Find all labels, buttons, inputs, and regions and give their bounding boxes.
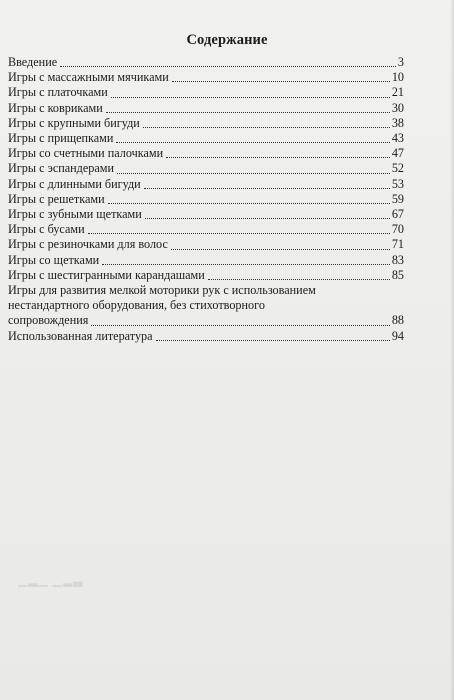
toc-entry-page: 71 xyxy=(391,237,404,252)
dot-leader xyxy=(156,340,390,341)
toc-entry-label: Игры со счетными палочками xyxy=(8,146,164,161)
dot-leader xyxy=(144,188,390,189)
toc-entry-page: 52 xyxy=(391,161,404,176)
dot-leader xyxy=(171,249,390,250)
toc-entry-page: 30 xyxy=(391,100,404,115)
toc-entry-beads xyxy=(8,222,404,237)
toc-entry-page: 43 xyxy=(391,131,404,146)
toc-entry-page: 88 xyxy=(391,313,404,328)
toc-entry-page: 53 xyxy=(391,176,404,191)
toc-entry-handkerchiefs xyxy=(8,85,404,100)
toc-entry-label: Игры с бусами xyxy=(8,222,85,237)
toc-entry-hexagonal-pencils xyxy=(8,268,404,283)
toc-entry-label-line-1: Игры для развития мелкой моторики рук с использованием xyxy=(8,283,316,298)
page-title: Содержание xyxy=(186,32,268,48)
toc-entry-counting-sticks xyxy=(8,146,404,161)
dot-leader xyxy=(116,142,389,143)
toc-entry-page: 21 xyxy=(391,85,404,100)
toc-entry-label: Игры с зубными щетками xyxy=(8,207,142,222)
toc-entry-label: Игры с прищепками xyxy=(8,131,114,146)
toc-entry-label: Игры с резиночками для волос xyxy=(8,237,168,252)
toc-entry-label: Игры со щетками xyxy=(8,252,100,267)
toc-entry-label: Игры с решетками xyxy=(8,191,105,206)
toc-entry-label-line-2: нестандартного оборудования, без стихотворного xyxy=(8,298,265,313)
toc-entry-page: 47 xyxy=(391,146,404,161)
toc-entry-page: 83 xyxy=(391,252,404,267)
toc-entry-label: Введение xyxy=(8,55,58,69)
toc-entry-page: 94 xyxy=(391,328,404,343)
dot-leader xyxy=(117,173,390,174)
toc-entry-mats xyxy=(8,101,404,116)
show-through-ink: ▁▂▁ ▁▂▃ xyxy=(18,573,84,587)
page-edge-shadow xyxy=(450,0,454,700)
toc-entry-page: 38 xyxy=(391,115,404,130)
dot-leader xyxy=(208,279,390,280)
toc-entry-label: Игры с эспандерами xyxy=(8,161,115,176)
toc-entry-grids xyxy=(8,192,404,207)
dot-leader xyxy=(108,203,390,204)
toc-entry-hair-elastics xyxy=(8,237,404,252)
dot-leader xyxy=(88,233,390,234)
dot-leader xyxy=(143,127,390,128)
dot-leader xyxy=(60,66,396,67)
toc-entry-page: 59 xyxy=(391,191,404,206)
toc-entry-long-curlers xyxy=(8,177,404,192)
toc-entry-page: 10 xyxy=(391,70,404,85)
toc-entry-nonstandard-equipment xyxy=(8,283,404,329)
toc-entry-page: 3 xyxy=(397,55,404,69)
toc-entry-expanders xyxy=(8,161,404,176)
toc-entry-introduction xyxy=(8,55,404,70)
toc-entry-last-line xyxy=(8,313,404,328)
toc-entry-label: Игры с массажными мячиками xyxy=(8,70,169,85)
toc-entry-page: 85 xyxy=(391,267,404,282)
dot-leader xyxy=(172,81,390,82)
table-of-contents xyxy=(8,55,404,344)
toc-entry-clothespins xyxy=(8,131,404,146)
toc-entry-label: Игры с ковриками xyxy=(8,100,103,115)
toc-entry-toothbrushes xyxy=(8,207,404,222)
dot-leader xyxy=(111,97,390,98)
toc-entry-page: 67 xyxy=(391,207,404,222)
dot-leader xyxy=(145,218,390,219)
dot-leader xyxy=(166,157,390,158)
toc-entry-large-curlers xyxy=(8,116,404,131)
toc-entry-label: Использованная литература xyxy=(8,328,153,343)
toc-entry-label: Игры с длинными бигуди xyxy=(8,176,141,191)
toc-entry-label: Игры с крупными бигуди xyxy=(8,115,140,130)
toc-entry-label-line-3: сопровождения xyxy=(8,313,89,328)
dot-leader xyxy=(102,264,390,265)
toc-entry-page: 70 xyxy=(391,222,404,237)
toc-entry-references xyxy=(8,329,404,344)
toc-entry-brushes xyxy=(8,253,404,268)
toc-entry-label: Игры с шестигранными карандашами xyxy=(8,267,205,282)
toc-entry-massage-balls xyxy=(8,70,404,85)
dot-leader xyxy=(106,112,390,113)
toc-entry-label: Игры с платочками xyxy=(8,85,108,100)
dot-leader xyxy=(91,325,389,326)
